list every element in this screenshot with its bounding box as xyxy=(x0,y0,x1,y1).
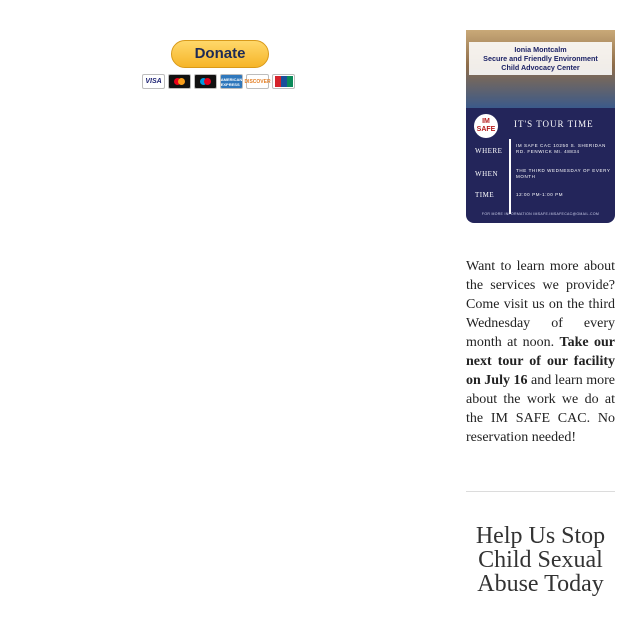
help-heading: Help Us Stop Child Sexual Abuse Today xyxy=(475,523,606,597)
time-value: 12:00 PM-1:00 PM xyxy=(516,192,564,197)
where-label: WHERE xyxy=(475,147,503,155)
visa-card-icon xyxy=(142,74,165,89)
poster-title-line3: Child Advocacy Center xyxy=(501,63,580,72)
poster-footer: FOR MORE INFORMATION IMSAFE.IMSAFECAC@GMAIL.COM xyxy=(481,212,600,216)
amex-card-icon xyxy=(220,74,243,89)
info-text-bold: Take our next tour of our facility on July 16 xyxy=(466,335,615,388)
donate-section xyxy=(142,40,300,87)
when-label: WHEN xyxy=(475,170,498,178)
tour-poster-image[interactable] xyxy=(466,30,615,223)
mastercard-icon xyxy=(168,74,191,89)
poster-title-line1: Ionia Montcalm xyxy=(514,45,567,54)
amex-label: AMERICAN EXPRESS xyxy=(220,76,243,87)
payment-cards xyxy=(142,74,295,89)
discover-card-icon xyxy=(246,74,269,89)
where-value: IM SAFE CAC 10250 S. SHERIDAN RD. FENWICK MI. 48834 xyxy=(516,143,606,154)
poster-title-line2: Secure and Friendly Environment xyxy=(483,54,598,63)
poster-title xyxy=(469,42,612,75)
poster-headline: IT'S TOUR TIME xyxy=(514,119,594,129)
info-text-before: Want to learn more about the services we provide? Come visit us on the third Wednesday of every month at noon. xyxy=(466,259,615,350)
unionpay-card-icon xyxy=(272,74,295,89)
tour-info-paragraph xyxy=(466,257,615,447)
time-label: TIME xyxy=(475,191,495,199)
donate-button[interactable]: Donate xyxy=(171,40,269,68)
when-value: THE THIRD WEDNESDAY OF EVERY MONTH xyxy=(516,168,611,179)
maestro-icon xyxy=(194,74,217,89)
im-safe-logo: IM SAFE xyxy=(474,114,498,138)
visa-label: VISA xyxy=(145,78,162,85)
divider xyxy=(466,491,615,492)
discover-label: DISCOVER xyxy=(244,78,271,85)
info-text-after: and learn more about the work we do at the IM SAFE CAC. No reservation needed! xyxy=(466,373,615,445)
poster-divider xyxy=(509,139,511,214)
